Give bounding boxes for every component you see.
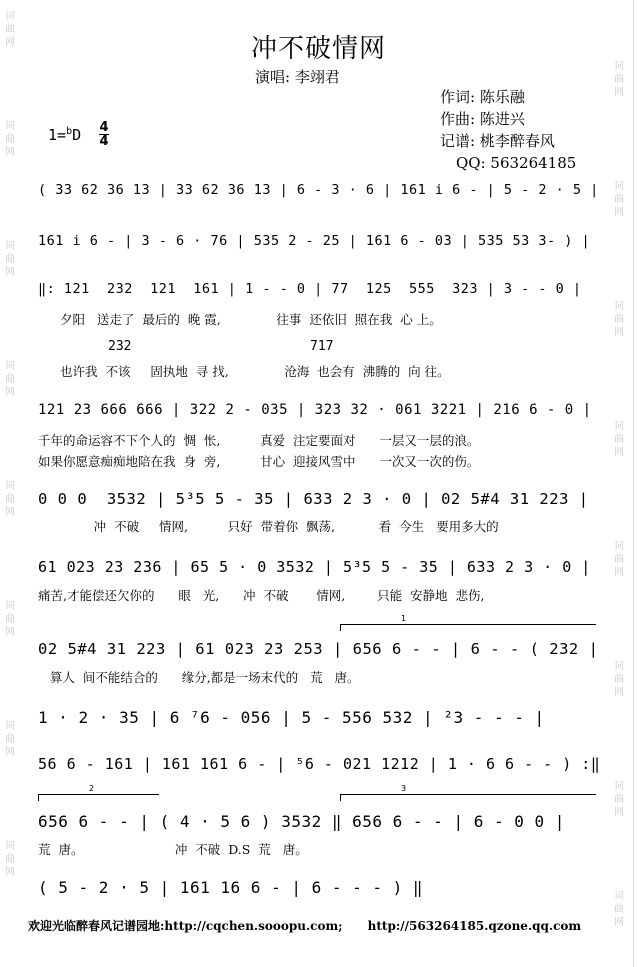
lyric-row-7: 算人 间不能结合的 缘分,都是一场末代的 荒 唐。 bbox=[38, 670, 360, 685]
score-row-6: 61 023 23 236 | 65 5 · 0 3532 | 5³5 5 - 35 | 633 2 3 · 0 | bbox=[38, 558, 591, 576]
volta-bracket-2 bbox=[38, 784, 159, 801]
watermark: 词 曲 网 bbox=[5, 721, 15, 758]
footer-links: 欢迎光临醉春风记谱园地:http://cqchen.sooopu.com; http://563264185.qzone.qq.com bbox=[28, 919, 582, 933]
watermark: 词 曲 网 bbox=[614, 661, 624, 698]
lyric-row-4a: 千年的命运容不下个人的 惆 怅, 真爱 注定要面对 一层又一层的浪。 bbox=[38, 433, 480, 448]
watermark: 词 曲 网 bbox=[5, 601, 15, 638]
lyric-row-4b: 如果你愿意痴痴地陪在我 身 旁, 甘心 迎接风雪中 一次又一次的伤。 bbox=[38, 454, 480, 469]
score-row-3: ‖: 121 232 121 161 | 1 - - 0 | 77 125 555 323 | 3 - - 0 | bbox=[38, 281, 582, 297]
watermark: 词 曲 网 bbox=[5, 121, 15, 158]
score-row-1: ( 33 62 36 13 | 33 62 36 13 | 6 - 3 · 6 | 161 i 6 - | 5 - 2 · 5 | bbox=[38, 182, 599, 198]
watermark: 词 曲 网 bbox=[614, 891, 624, 928]
watermark: 词 曲 网 bbox=[5, 841, 15, 878]
watermark: 词 曲 网 bbox=[614, 781, 624, 818]
alt-notes-2: 717 bbox=[310, 339, 334, 354]
credits-block bbox=[440, 86, 576, 174]
watermark: 词 曲 网 bbox=[614, 181, 624, 218]
time-signature-bottom: 4 bbox=[99, 134, 109, 149]
score-row-5: 0 0 0 3532 | 5³5 5 - 35 | 633 2 3 · 0 | 02 5#4 31 223 | bbox=[38, 490, 589, 508]
volta-bracket-3 bbox=[340, 784, 596, 801]
score-row-4: 121 23 666 666 | 322 2 - 035 | 323 32 · 061 3221 | 216 6 - 0 | bbox=[38, 402, 592, 418]
page-edge bbox=[633, 0, 634, 967]
key-signature bbox=[48, 126, 81, 144]
score-row-7: 02 5#4 31 223 | 61 023 23 253 | 656 6 - - | 6 - - ( 232 | bbox=[38, 640, 599, 658]
qq-credit: QQ: 563264185 bbox=[456, 154, 577, 172]
score-row-10: 656 6 - - | ( 4 · 5 6 ) 3532 ‖ 656 6 - - | 6 - 0 0 | bbox=[38, 812, 565, 831]
key-note: D bbox=[72, 126, 82, 144]
composer-credit: 作曲: 陈进兴 bbox=[440, 110, 525, 128]
watermark: 词 曲 网 bbox=[614, 61, 624, 98]
volta-number: 2 bbox=[89, 784, 95, 793]
watermark: 词 曲 网 bbox=[5, 481, 15, 518]
lyric-row-5: 冲 不破 情网, 只好 带着你 飘荡, 看 今生 要用多大的 bbox=[38, 519, 499, 534]
key-prefix: 1= bbox=[48, 126, 67, 144]
singer-line: 演唱: 李翊君 bbox=[255, 68, 340, 86]
lyric-row-3a: 夕阳 送走了 最后的 晚 霞, 往事 还依旧 照在我 心 上。 bbox=[60, 312, 442, 327]
volta-bracket-1 bbox=[340, 614, 596, 631]
lyricist-credit: 作词: 陈乐融 bbox=[440, 88, 525, 106]
watermark: 词 曲 网 bbox=[614, 301, 624, 338]
score-row-8: 1 · 2 · 35 | 6 ⁷6 - 056 | 5 - 556 532 | ²3 - - - | bbox=[38, 708, 545, 727]
key-flat-sign: b bbox=[66, 126, 73, 137]
time-signature-top: 4 bbox=[99, 120, 109, 135]
watermark: 词 曲 网 bbox=[614, 421, 624, 458]
lyric-row-3b: 也许我 不该 固执地 寻 找, 沧海 也会有 沸腾的 向 往。 bbox=[60, 364, 450, 379]
watermark: 词 曲 网 bbox=[5, 361, 15, 398]
lyric-row-10: 荒 唐。 冲 不破 D.S 荒 唐。 bbox=[38, 842, 308, 857]
lyric-row-6: 痛苦,才能偿还欠你的 眼 光, 冲 不破 情网, 只能 安静地 悲伤, bbox=[38, 588, 485, 603]
time-signature bbox=[99, 121, 109, 148]
transcriber-credit: 记谱: 桃李醉春风 bbox=[440, 132, 555, 150]
volta-number: 1 bbox=[401, 614, 407, 623]
song-title: 冲不破情网 bbox=[250, 34, 386, 64]
watermark: 词 曲 网 bbox=[614, 541, 624, 578]
watermark: 词 曲 网 bbox=[5, 11, 15, 48]
watermark: 词 曲 网 bbox=[5, 241, 15, 278]
volta-number: 3 bbox=[401, 784, 407, 793]
score-row-2: 161 i 6 - | 3 - 6 · 76 | 535 2 - 25 | 161 6 - 03 | 535 53 3- ) | bbox=[38, 233, 591, 249]
score-row-11: ( 5 - 2 · 5 | 161 16 6 - | 6 - - - ) ‖ bbox=[38, 878, 424, 897]
alt-notes-1: 232 bbox=[108, 339, 132, 354]
score-row-9: 56 6 - 161 | 161 161 6 - | ⁵6 - 021 1212 | 1 · 6 6 - - ) :‖ bbox=[38, 755, 601, 773]
